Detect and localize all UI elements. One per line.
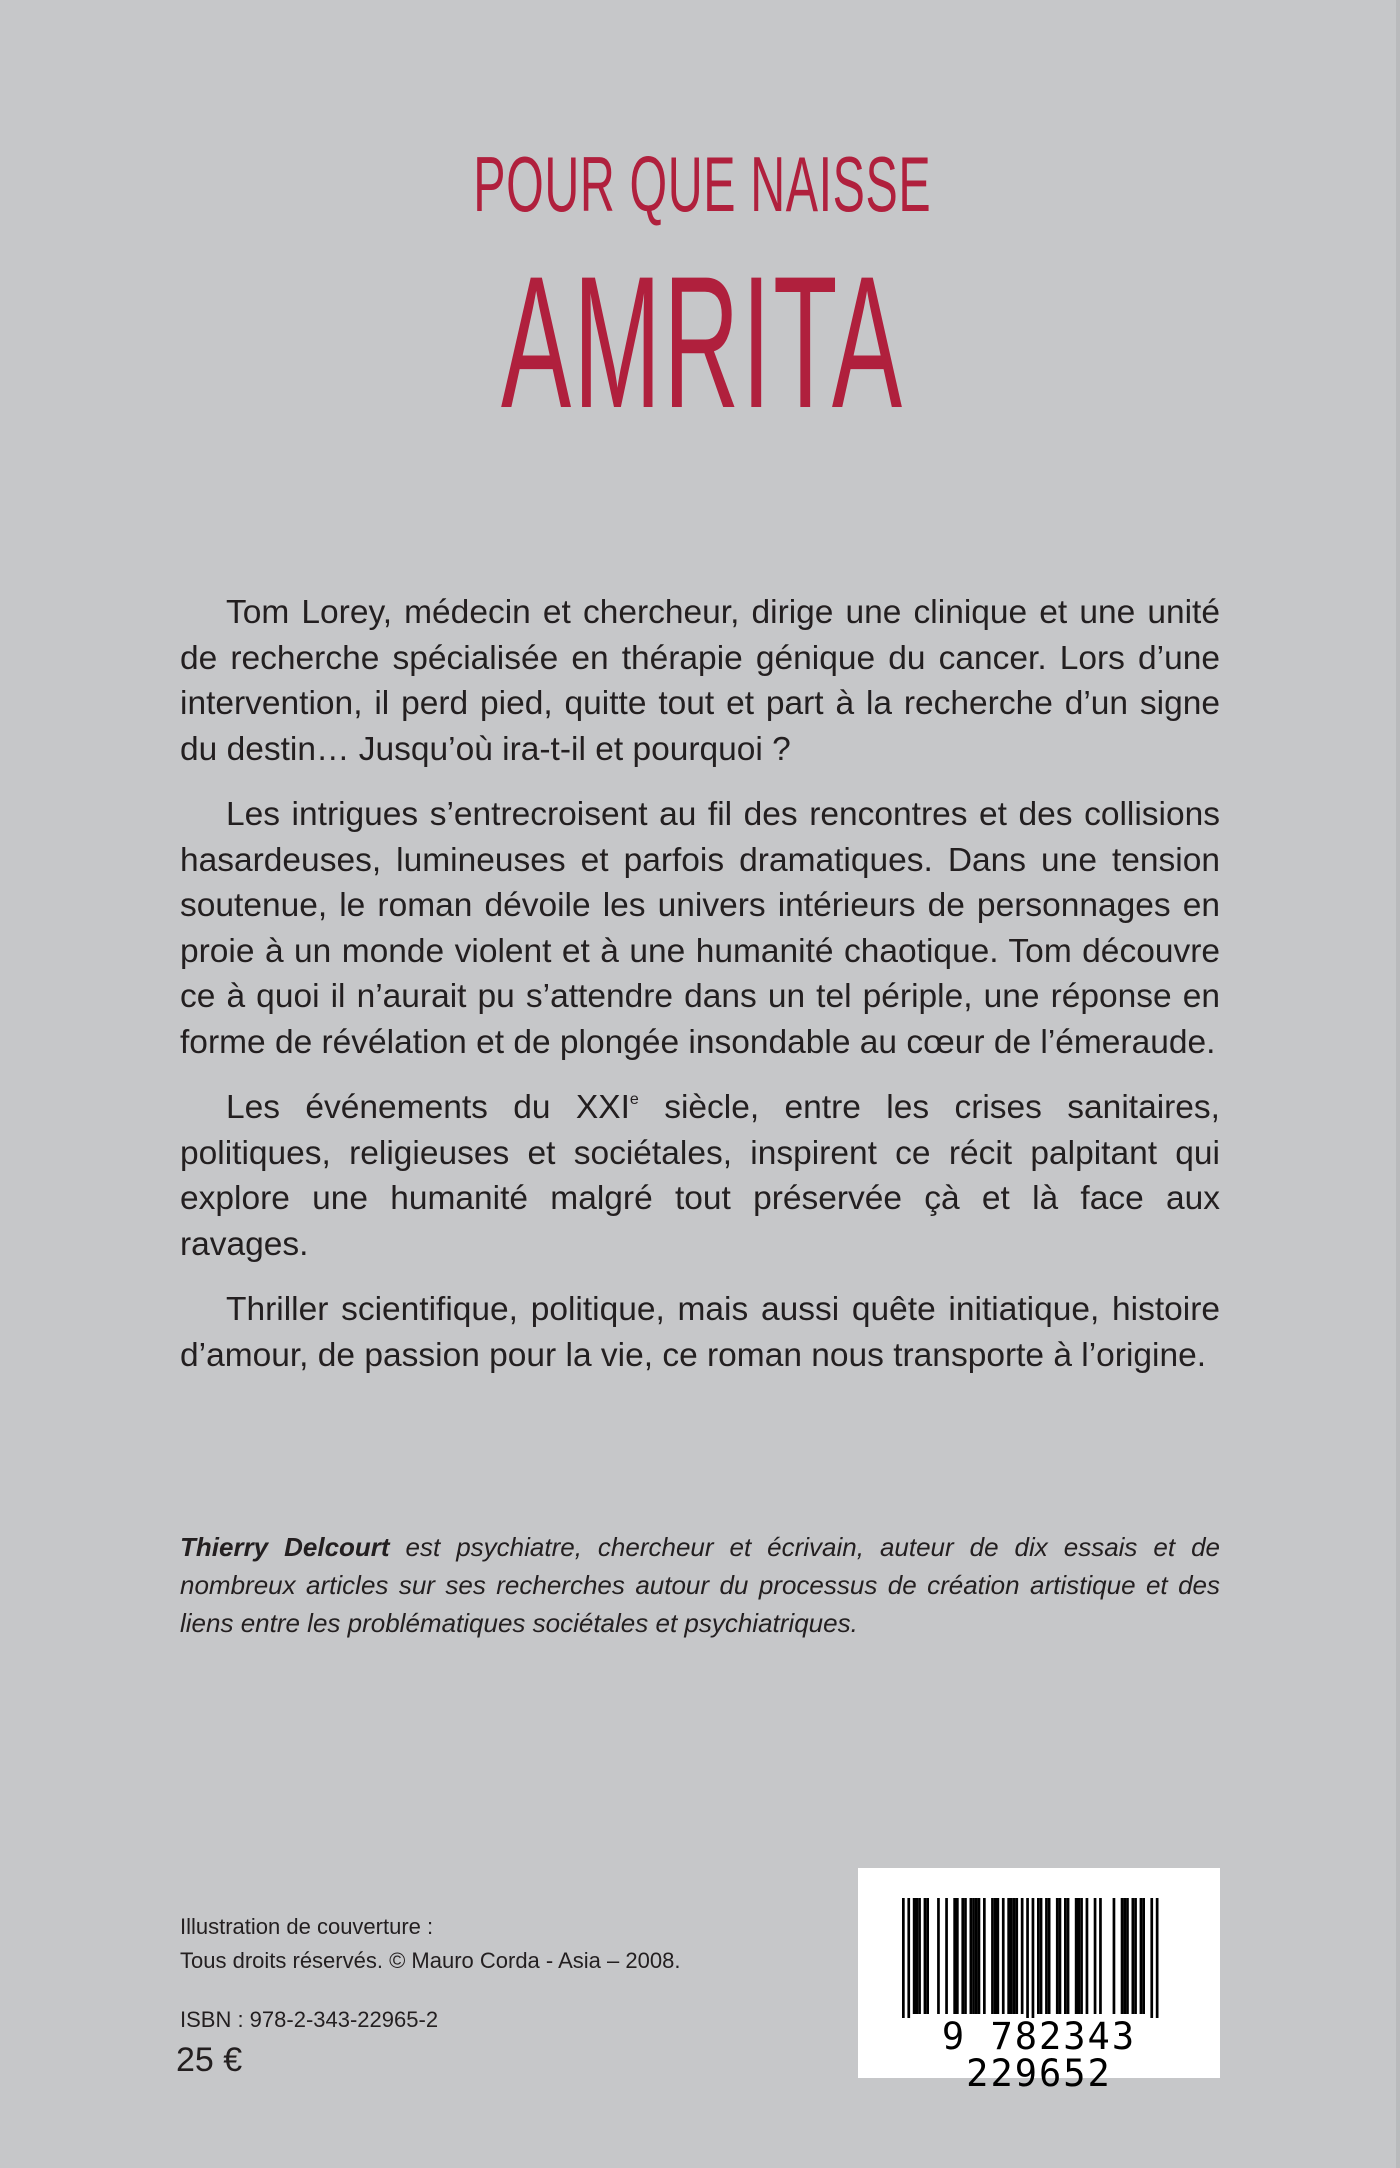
barcode-bar [1021, 1898, 1024, 2014]
barcode-bar [918, 1898, 921, 2014]
barcode-bar [1010, 1898, 1013, 2014]
credits-line: Tous droits réservés. © Mauro Corda - Asia – 2008. [180, 1948, 681, 1973]
barcode-bar [994, 1898, 997, 2014]
barcode-bar [1040, 1898, 1043, 2014]
barcode-guard-bar [1150, 1898, 1153, 2018]
barcode-bar [1015, 1898, 1018, 2014]
barcode-bar [1086, 1898, 1089, 2014]
barcode-bar [924, 1898, 927, 2014]
title-line-2: AMRITA [500, 237, 905, 447]
barcode-bar [1123, 1898, 1126, 2014]
barcode-bar [1056, 1898, 1059, 2014]
barcode-bar [916, 1898, 919, 2014]
barcode-bar [972, 1898, 975, 2014]
barcode-bar [1002, 1898, 1005, 2014]
barcode-bar [1080, 1898, 1083, 2014]
barcode-bar [970, 1898, 973, 2014]
barcode-guard-bar [907, 1898, 910, 2018]
superscript: e [629, 1091, 639, 1108]
barcode-bar [1059, 1898, 1062, 2014]
synopsis-text: Les événements du XXI [226, 1089, 630, 1126]
barcode-bar [1134, 1898, 1137, 2014]
barcode-guard-bar [902, 1898, 905, 2018]
synopsis-paragraph [180, 1085, 1220, 1267]
barcode-bar [1075, 1898, 1078, 2014]
barcode-bar [1113, 1898, 1116, 2014]
synopsis-paragraph: Tom Lorey, médecin et chercheur, dirige une clinique et une unité de recherche spécialisée en thérapie génique du cancer. Lors d’une intervention, il perd pied, quitte tout et part à la recherche d’un signe du destin… Jusqu’où ira-t-il et pourquoi ? [180, 594, 1220, 768]
barcode-bar [975, 1898, 978, 2014]
barcode-bar [983, 1898, 986, 2014]
barcode-bar [956, 1898, 959, 2014]
isbn: ISBN : 978-2-343-22965-2 [180, 2007, 439, 2032]
barcode-guard-bar [1156, 1898, 1159, 2018]
barcode-bar [991, 1898, 994, 2014]
barcode-bar [1037, 1898, 1040, 2014]
barcode-bar [961, 1898, 964, 2014]
synopsis-paragraph: Les intrigues s’entrecroisent au fil des rencontres et des collisions hasardeuses, lumineuses et parfois dramatiques. Dans une tension soutenue, le roman dévoile les univers intérieurs de personnages en proie à un monde violent et à une humanité chaotique. Tom découvre ce à quoi il n’aurait pu s’attendre dans un tel périple, une réponse en forme de révélation et de plongée insondable au cœur de l’émeraude. [180, 796, 1220, 1061]
cover-edge [1396, 0, 1400, 2168]
synopsis-text: siècle, entre les crises sanitaires, politiques, religieuses et sociétales, inspirent ce récit palpitant qui explore une humanité malgré tout préservée çà et là face aux ravages. [180, 1089, 1220, 1263]
title-line-1: POUR QUE NAISSE [473, 140, 932, 228]
barcode-bar [937, 1898, 940, 2014]
barcode-bar [1099, 1898, 1102, 2014]
barcode-bar [997, 1898, 1000, 2014]
barcode-bar [1121, 1898, 1124, 2014]
cover-credits [180, 1910, 680, 1978]
price: 25 € [176, 2041, 243, 2079]
barcode-bar [1078, 1898, 1081, 2014]
barcode-bar [953, 1898, 956, 2014]
barcode-bar [1140, 1898, 1143, 2014]
barcode-bars [858, 1868, 1220, 2018]
author-bio [180, 1528, 1220, 1642]
barcode-bar [913, 1898, 916, 2014]
author-name: Thierry Delcourt [180, 1532, 390, 1562]
synopsis [180, 590, 1220, 1398]
barcode-digits: 9 782343 229652 [941, 2015, 1137, 2095]
barcode-bar [1067, 1898, 1070, 2014]
barcode-bar [964, 1898, 967, 2014]
credits-line: Illustration de couverture : [180, 1914, 434, 1939]
barcode-guard-bar [1026, 1898, 1029, 2018]
barcode-bar [1013, 1898, 1016, 2014]
barcode-bar [1126, 1898, 1129, 2014]
barcode-bar [1142, 1898, 1145, 2014]
barcode-bar [945, 1898, 948, 2014]
author-bio-text: est psychiatre, chercheur et écrivain, auteur de dix essais et de nombreux articles sur ses recherches autour du processus de création artistique et des liens entre les problématiques sociétales et psychiatriques. [180, 1532, 1220, 1638]
barcode-bar [1094, 1898, 1097, 2014]
barcode-bar [1048, 1898, 1051, 2014]
barcode-bar [1007, 1898, 1010, 2014]
barcode-bar [978, 1898, 981, 2014]
barcode-bar [926, 1898, 929, 2014]
barcode-bar [1064, 1898, 1067, 2014]
barcode-bar [1045, 1898, 1048, 2014]
barcode [858, 1868, 1220, 2095]
barcode-bar [1132, 1898, 1135, 2014]
synopsis-paragraph: Thriller scientifique, politique, mais aussi quête initiatique, histoire d’amour, de passion pour la vie, ce roman nous transporte à l’origine. [180, 1291, 1220, 1374]
barcode-guard-bar [1032, 1898, 1035, 2018]
